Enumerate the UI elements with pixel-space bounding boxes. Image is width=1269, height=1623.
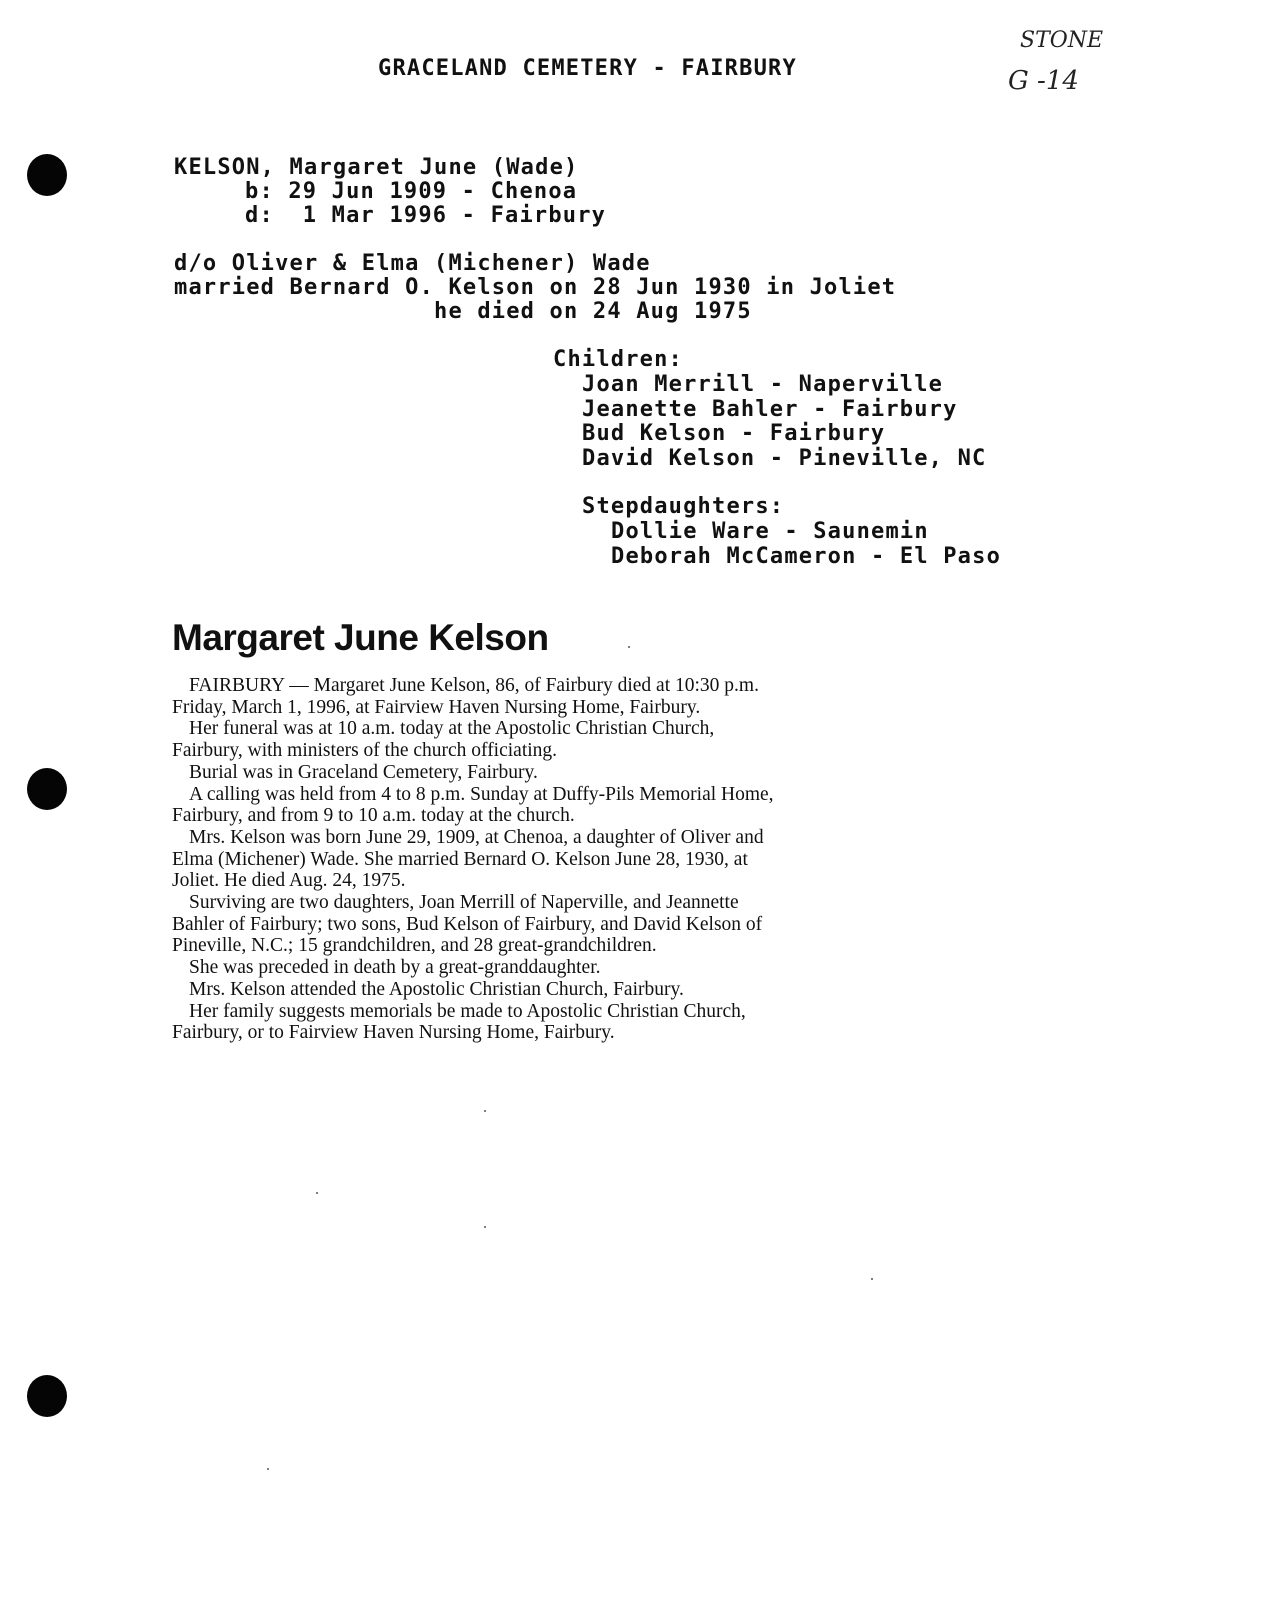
handwritten-lot-note: G -14 (1008, 66, 1079, 96)
scan-speck (871, 1278, 873, 1280)
obituary-paragraph: Surviving are two daughters, Joan Merrill of Naperville, and Jeannette Bahler of Fairbury; two sons, Bud Kelson of Fairbury, and David Kelson of Pineville, N.C.; 15 grandchildren, and 28 great-grandchildren. (172, 892, 763, 957)
scan-speck (316, 1192, 318, 1194)
cemetery-header: GRACELAND CEMETERY - FAIRBURY (378, 56, 797, 81)
obituary-title: Margaret June Kelson (172, 617, 549, 658)
obituary-body (172, 675, 780, 1044)
obituary-paragraph: She was preceded in death by a great-granddaughter. (189, 957, 601, 979)
stepdaughter-item: Deborah McCameron - El Paso (611, 544, 1002, 569)
record-death: d: 1 Mar 1996 - Fairbury (245, 203, 607, 228)
punch-hole-top (27, 154, 67, 196)
obituary-paragraph: Mrs. Kelson was born June 29, 1909, at Chenoa, a daughter of Oliver and Elma (Michener) Wade. She married Bernard O. Kelson June 28, 1930, at Joliet. He died Aug. 24, 1975. (172, 826, 764, 892)
obituary-paragraph: Her funeral was at 10 a.m. today at the Apostolic Christian Church, Fairbury, with ministers of the church officiating. (172, 718, 715, 762)
handwritten-stone-note: STONE (1020, 28, 1104, 53)
obituary-paragraph: FAIRBURY — Margaret June Kelson, 86, of Fairbury died at 10:30 p.m. Friday, March 1, 1996, at Fairview Haven Nursing Home, Fairbury. (172, 675, 759, 718)
scan-speck (484, 1110, 486, 1112)
punch-hole-middle (27, 768, 67, 810)
record-name: KELSON, Margaret June (Wade) (174, 155, 579, 180)
punch-hole-bottom (27, 1375, 67, 1417)
obituary-paragraph: Her family suggests memorials be made to Apostolic Christian Church, Fairbury, or to Fairview Haven Nursing Home, Fairbury. (172, 1000, 746, 1044)
record-spouse-death: he died on 24 Aug 1975 (434, 299, 752, 324)
obituary-paragraph: Mrs. Kelson attended the Apostolic Christian Church, Fairbury. (189, 978, 684, 1000)
stepdaughters-label: Stepdaughters: (582, 494, 785, 519)
child-item: Bud Kelson - Fairbury (582, 421, 886, 446)
children-label: Children: (553, 347, 684, 372)
record-birth: b: 29 Jun 1909 - Chenoa (245, 179, 578, 204)
scan-speck (628, 646, 630, 648)
scan-speck (267, 1468, 269, 1470)
record-marriage: married Bernard O. Kelson on 28 Jun 1930 in Joliet (174, 275, 897, 300)
record-parents: d/o Oliver & Elma (Michener) Wade (174, 251, 651, 276)
obituary-paragraph: A calling was held from 4 to 8 p.m. Sunday at Duffy-Pils Memorial Home, Fairbury, and from 9 to 10 a.m. today at the church. (172, 783, 774, 827)
obituary-paragraph: Burial was in Graceland Cemetery, Fairbury. (189, 761, 538, 783)
scan-speck (484, 1226, 486, 1228)
stepdaughter-item: Dollie Ware - Saunemin (611, 519, 929, 544)
child-item: Joan Merrill - Naperville (582, 372, 944, 397)
child-item: Jeanette Bahler - Fairbury (582, 397, 958, 422)
child-item: David Kelson - Pineville, NC (582, 446, 987, 471)
